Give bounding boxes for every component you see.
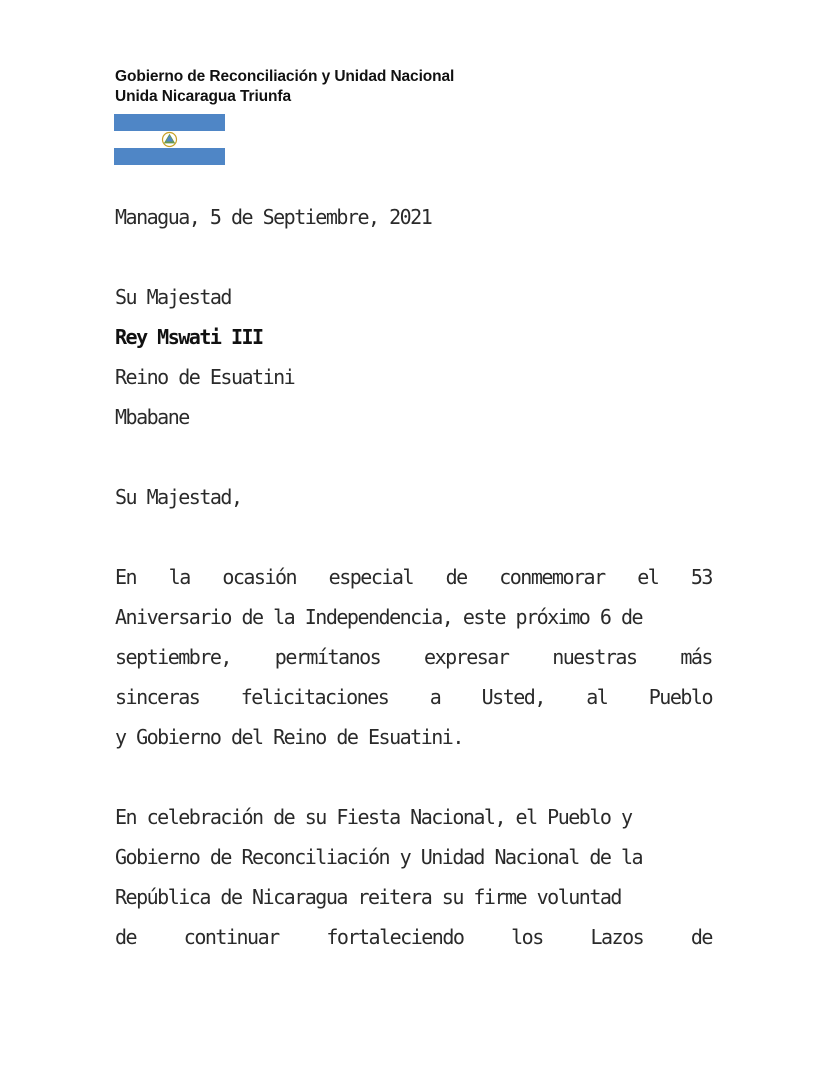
- nicaragua-flag-icon: [114, 114, 225, 165]
- paragraph-word: de: [690, 925, 712, 949]
- paragraph-word: más: [680, 645, 712, 669]
- paragraph-word: En: [115, 565, 137, 589]
- paragraph-word: sinceras: [115, 685, 200, 709]
- paragraph-word: Lazos: [590, 925, 644, 949]
- letterhead-slogan: Unida Nicaragua Triunfa: [115, 88, 291, 105]
- recipient-title: Su Majestad: [115, 285, 231, 309]
- paragraph-word: al: [586, 685, 608, 709]
- paragraph-line: [115, 565, 712, 589]
- paragraph-word: En celebración de su Fiesta Nacional, el Pueblo y: [115, 805, 632, 829]
- letter-greeting: Su Majestad,: [115, 485, 242, 509]
- paragraph-word: los: [511, 925, 543, 949]
- paragraph-word: expresar: [424, 645, 509, 669]
- paragraph-line: [115, 605, 712, 629]
- paragraph-line: [115, 885, 712, 909]
- paragraph-word: nuestras: [552, 645, 637, 669]
- letterhead: [115, 67, 454, 107]
- letter-date: Managua, 5 de Septiembre, 2021: [115, 205, 432, 229]
- recipient-city: Mbabane: [115, 405, 189, 429]
- paragraph-word: de: [115, 925, 137, 949]
- paragraph-word: especial: [328, 565, 413, 589]
- recipient-name: Rey Mswati III: [115, 325, 263, 349]
- paragraph-word: 53: [690, 565, 712, 589]
- paragraph-word: Usted,: [481, 685, 545, 709]
- paragraph-word: ocasión: [222, 565, 297, 589]
- paragraph-word: Gobierno de Reconciliación y Unidad Nacional de la: [115, 845, 643, 869]
- paragraph-line: [115, 645, 712, 669]
- paragraph-word: fortaleciendo: [326, 925, 464, 949]
- paragraph-word: septiembre,: [115, 645, 231, 669]
- paragraph-word: y Gobierno del Reino de Esuatini.: [115, 725, 463, 749]
- paragraph-word: de: [445, 565, 467, 589]
- paragraph-word: conmemorar: [499, 565, 605, 589]
- paragraph-word: el: [637, 565, 659, 589]
- paragraph-word: permítanos: [274, 645, 381, 669]
- paragraph-word: la: [168, 565, 190, 589]
- paragraph-word: Pueblo: [648, 685, 712, 709]
- paragraph-word: felicitaciones: [240, 685, 389, 709]
- paragraph-line: [115, 845, 712, 869]
- paragraph-word: Aniversario de la Independencia, este próximo 6 de: [115, 605, 643, 629]
- paragraph-line: [115, 725, 712, 749]
- paragraph-word: República de Nicaragua reitera su firme voluntad: [115, 885, 621, 909]
- paragraph-word: a: [429, 685, 441, 709]
- paragraph-word: continuar: [183, 925, 279, 949]
- paragraph-line: [115, 805, 712, 829]
- letterhead-government-name: Gobierno de Reconciliación y Unidad Nacional: [115, 68, 455, 85]
- paragraph-line: [115, 685, 712, 709]
- paragraph-line: [115, 925, 712, 949]
- recipient-kingdom: Reino de Esuatini: [115, 365, 295, 389]
